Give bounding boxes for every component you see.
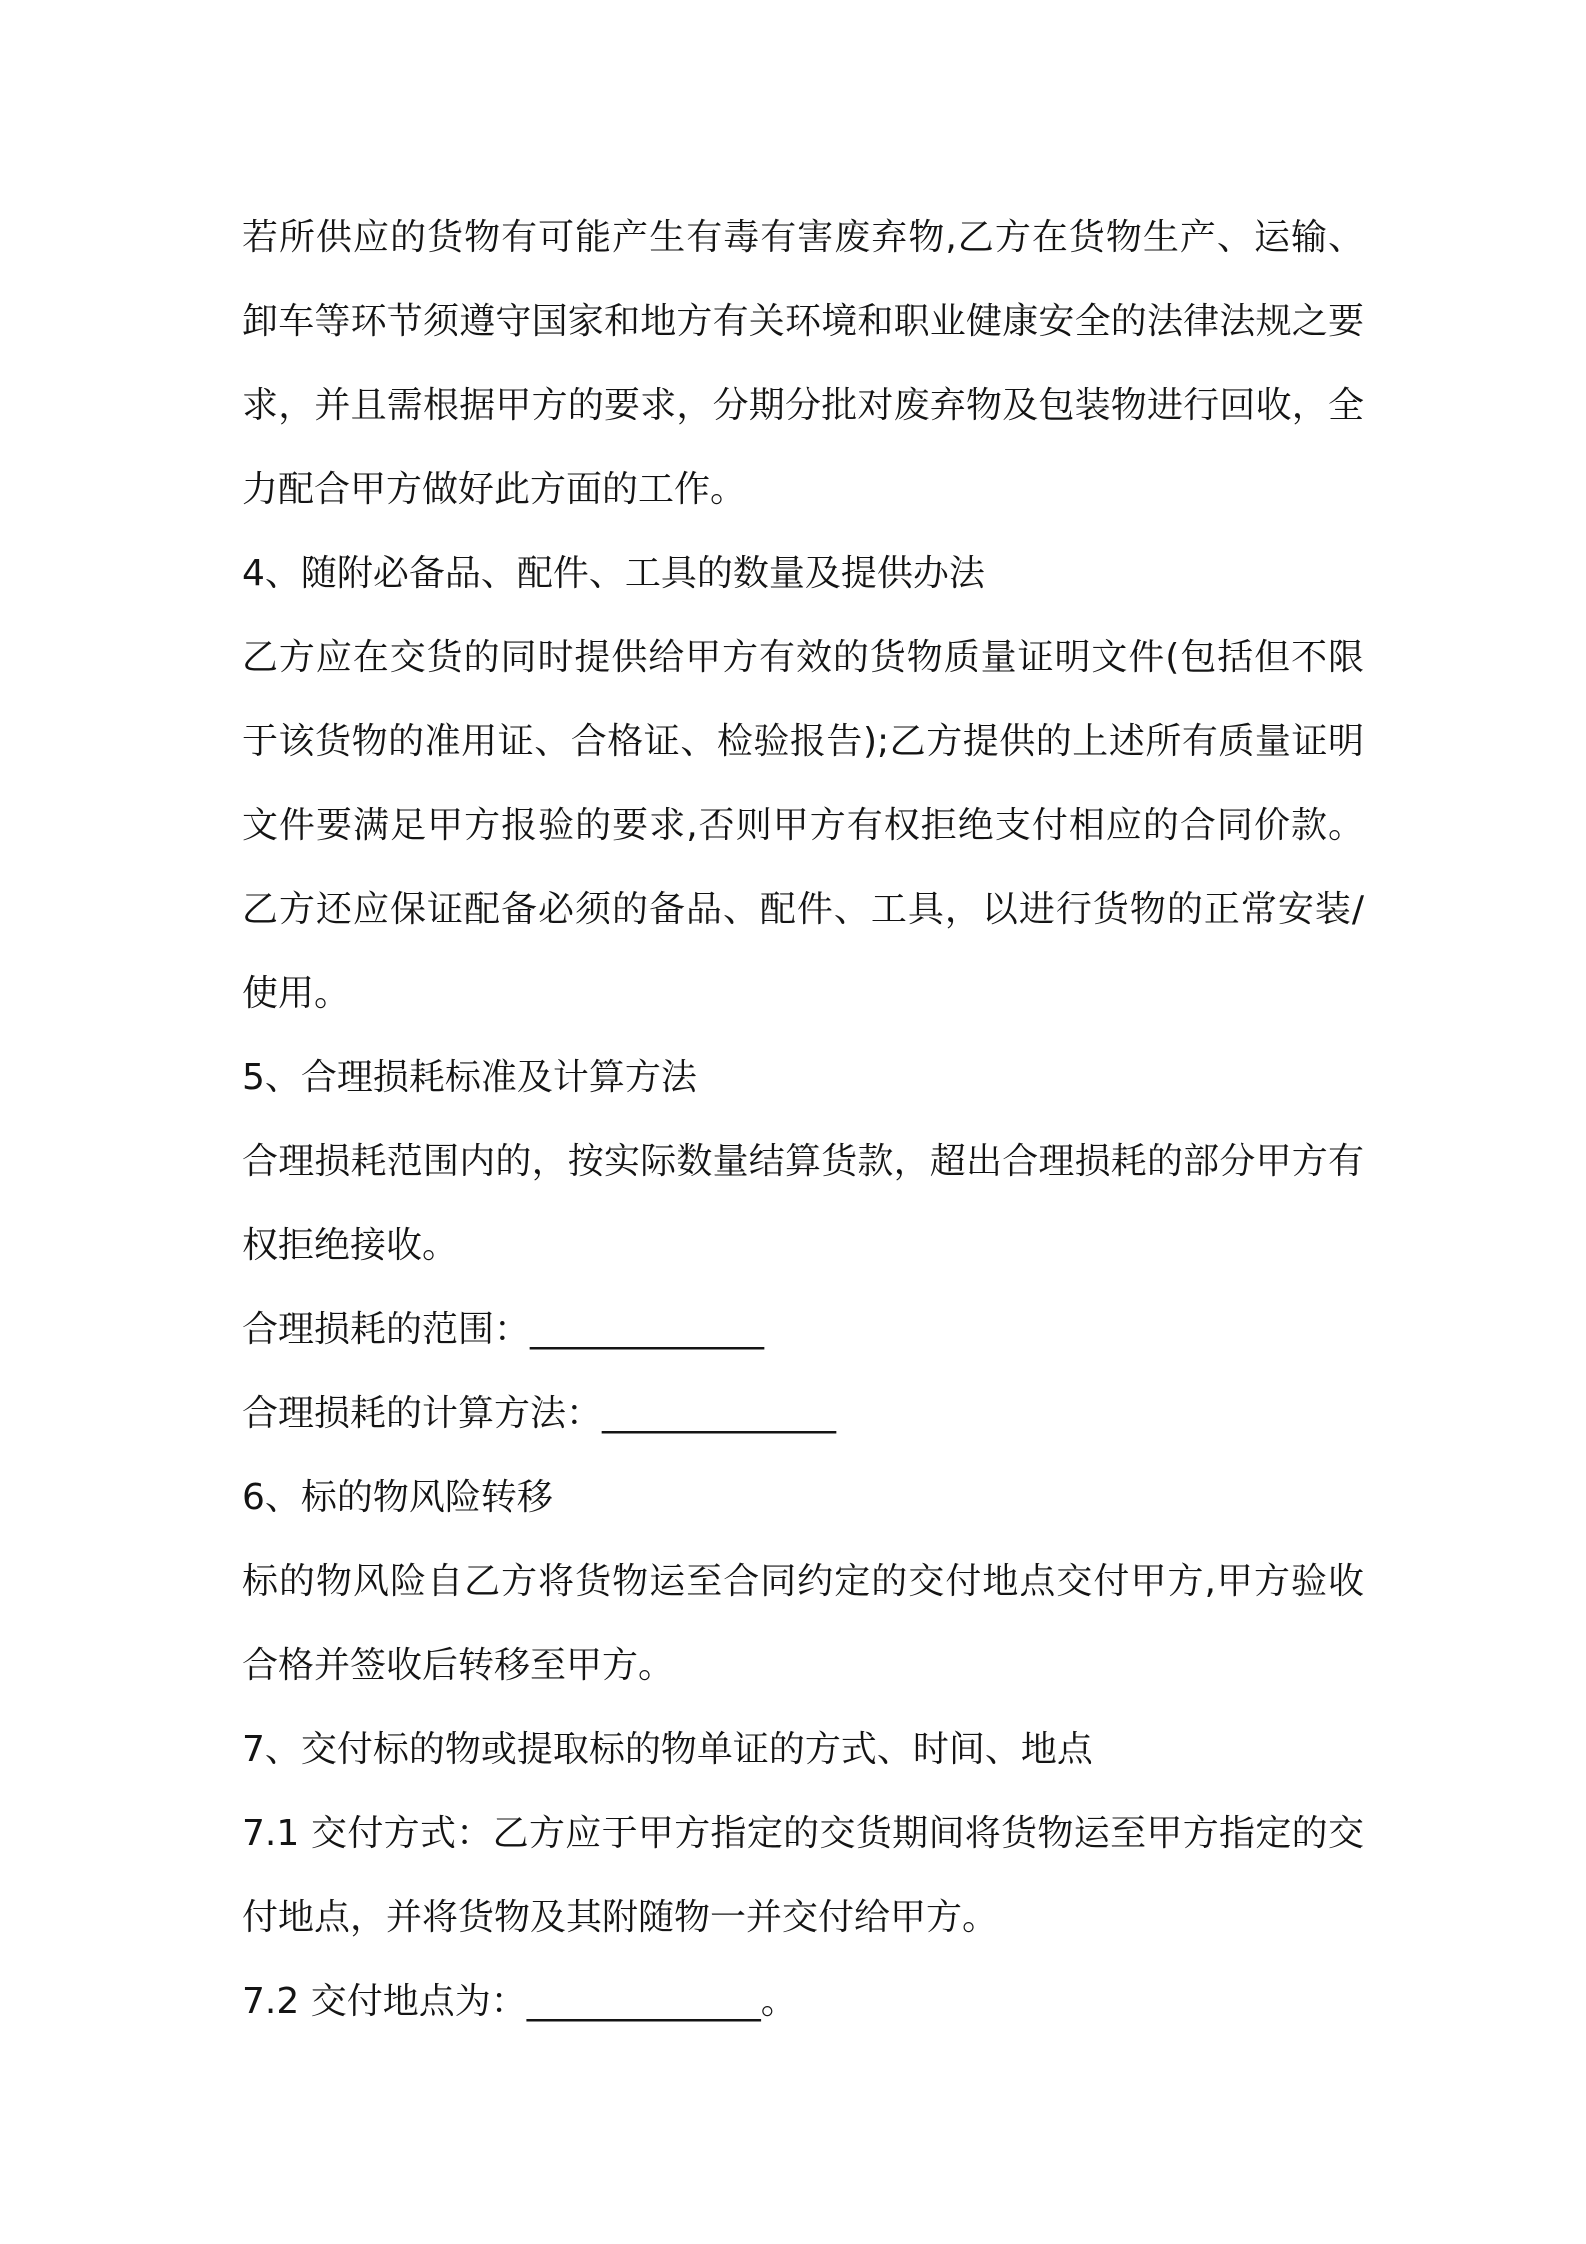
paragraph-reasonable-loss: 合理损耗范围内的，按实际数量结算货款，超出合理损耗的部分甲方有权拒绝接收。 <box>242 1141 1364 1266</box>
section-heading-7: 7、交付标的物或提取标的物单证的方式、时间、地点 <box>242 1729 1093 1770</box>
section-heading-5: 5、合理损耗标准及计算方法 <box>242 1057 697 1098</box>
document-body <box>242 196 1364 2044</box>
field-delivery-location: 7.2 交付地点为：_____________。 <box>242 1981 797 2022</box>
paragraph-delivery-method: 7.1 交付方式：乙方应于甲方指定的交货期间将货物运至甲方指定的交付地点，并将货物及其附随物一并交付给甲方。 <box>242 1813 1364 1938</box>
section-heading-6: 6、标的物风险转移 <box>242 1477 553 1518</box>
field-loss-calculation: 合理损耗的计算方法：_____________ <box>242 1393 837 1434</box>
paragraph-waste-disposal: 若所供应的货物有可能产生有毒有害废弃物,乙方在货物生产、运输、卸车等环节须遵守国家和地方有关环境和职业健康安全的法律法规之要求，并且需根据甲方的要求，分期分批对废弃物及包装物进行回收，全力配合甲方做好此方面的工作。 <box>242 217 1364 510</box>
section-heading-4: 4、随附必备品、配件、工具的数量及提供办法 <box>242 553 985 594</box>
field-loss-range: 合理损耗的范围：_____________ <box>242 1309 765 1350</box>
paragraph-risk-transfer: 标的物风险自乙方将货物运至合同约定的交付地点交付甲方,甲方验收合格并签收后转移至甲方。 <box>242 1561 1364 1686</box>
paragraph-quality-documents: 乙方应在交货的同时提供给甲方有效的货物质量证明文件(包括但不限于该货物的准用证、合格证、检验报告);乙方提供的上述所有质量证明文件要满足甲方报验的要求,否则甲方有权拒绝支付相应的合同价款。乙方还应保证配备必须的备品、配件、工具，以进行货物的正常安装/使用。 <box>242 637 1364 1014</box>
